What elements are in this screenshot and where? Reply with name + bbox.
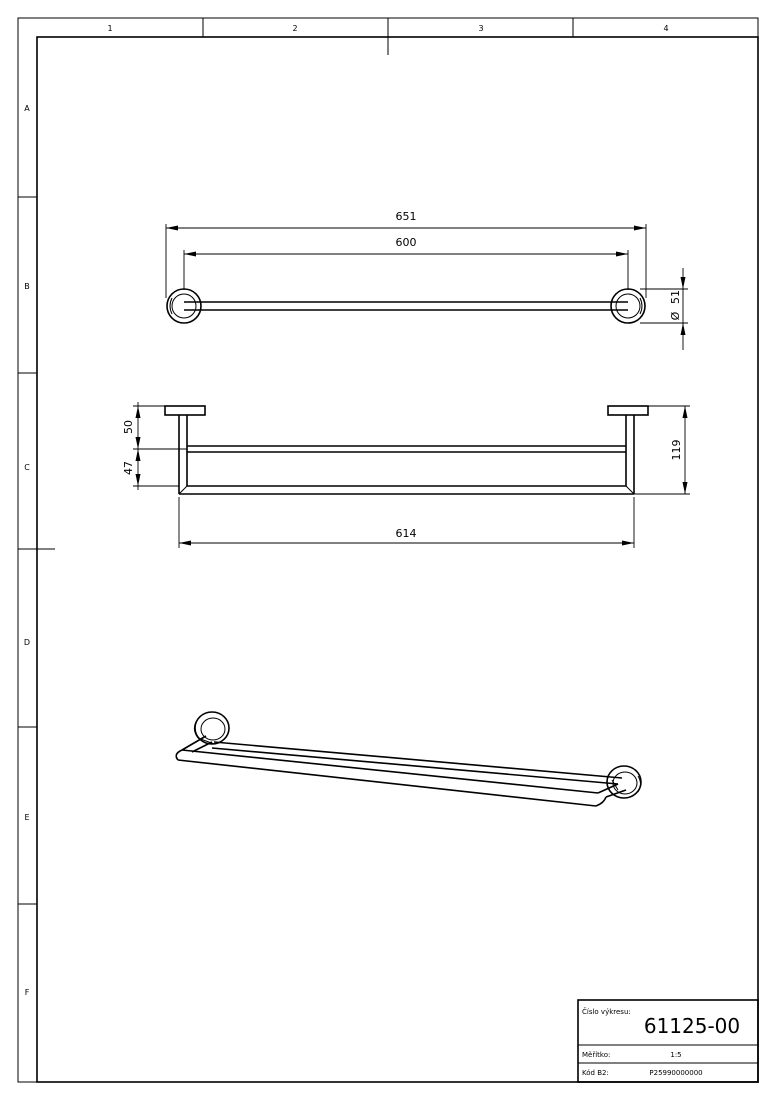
dimension-depth [634, 406, 690, 494]
code-label: Kód B2: [582, 1069, 609, 1077]
dim-47-label: 47 [122, 461, 135, 475]
zone-row-a: A [24, 104, 30, 113]
left-wall-mount [167, 289, 201, 323]
dim-51-label: 51 [669, 290, 682, 304]
dim-614-label: 614 [395, 527, 417, 540]
title-block [578, 1000, 758, 1082]
drawing-number: 61125-00 [643, 1014, 741, 1038]
dim-50-label: 50 [122, 420, 135, 434]
dimension-rosette-diameter [640, 268, 688, 350]
zone-column-1: 1 [107, 24, 113, 33]
isometric-view [176, 712, 641, 806]
front-view [122, 402, 690, 548]
top-view [166, 210, 688, 350]
right-wall-plate [608, 406, 648, 415]
zone-row-e: E [24, 813, 30, 822]
zone-row-b: B [24, 282, 30, 291]
zone-row-f: F [24, 988, 30, 997]
drawing-frame [18, 18, 758, 1082]
zone-column-2: 2 [292, 24, 298, 33]
scale-value: 1:5 [670, 1051, 682, 1059]
zone-column-4: 4 [663, 24, 669, 33]
dimension-bar-length [179, 497, 634, 548]
dim-651-label: 651 [395, 210, 417, 223]
zone-row-c: C [24, 463, 30, 472]
scale-label: Měřítko: [582, 1051, 611, 1059]
dimension-center-distance [184, 236, 628, 290]
zone-labels [24, 24, 669, 997]
zone-row-d: D [23, 638, 31, 647]
code-value: P25990000000 [649, 1069, 703, 1077]
dim-600-label: 600 [395, 236, 417, 249]
right-wall-mount [611, 289, 645, 323]
dim-119-label: 119 [670, 439, 683, 461]
iso-right-mount [607, 766, 641, 798]
drawing-number-label: Číslo výkresu: [582, 1008, 631, 1016]
zone-column-3: 3 [478, 24, 484, 33]
diameter-symbol: Ø [669, 311, 682, 321]
left-wall-plate [165, 406, 205, 415]
